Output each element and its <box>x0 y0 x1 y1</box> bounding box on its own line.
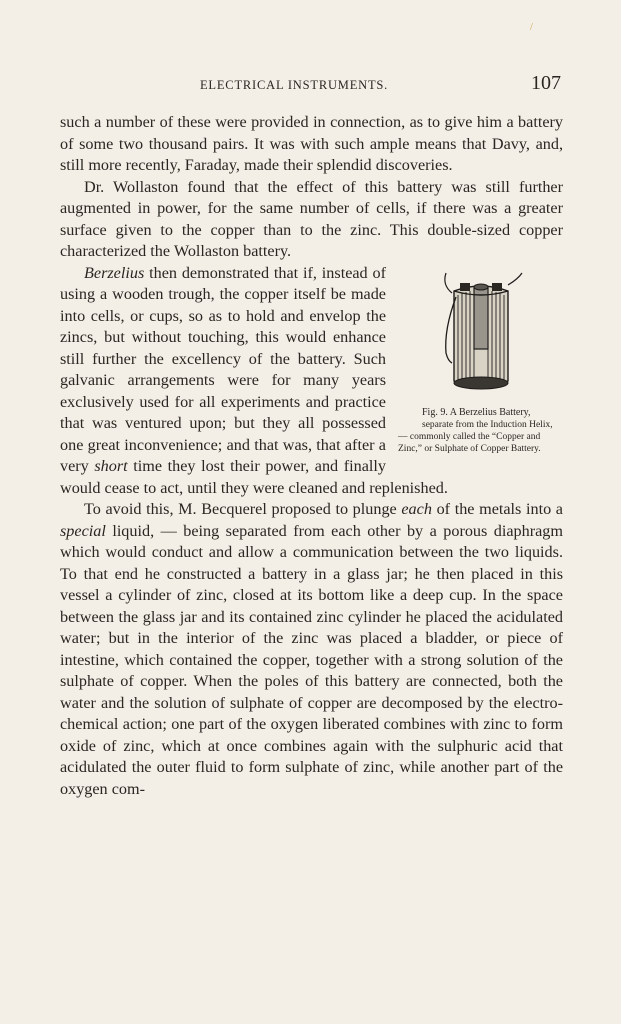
running-head: ELECTRICAL INSTRUMENTS. <box>200 78 389 92</box>
page-body <box>60 112 563 800</box>
corner-mark: / <box>530 22 533 33</box>
paragraph-wollaston: Dr. Wollaston found that the effect of this battery was still further augmented in power, for the same number of cells, if there was a greater surface given to the copper than to the zinc. This double-sized copper characterized the Wollaston battery. <box>60 177 563 260</box>
paragraph-berzelius: Berzelius then demonstrated that if, instead of using a wooden trough, the copper itself be made into cells, or cups, so as to hold and envelop the zincs, but without touching, this would enhance still further the excellency of the battery. Such galvanic arrangements were for many years exclusively used for all experiments and practice that was ventured upon; but they all possessed one great inconvenience; and that was, that after a very short time they lost their power, and finally would cease to act, until they were cleaned and replenished. <box>60 263 448 497</box>
paragraph-becquerel: To avoid this, M. Becquerel proposed to plunge each of the metals into a special liquid, — being separated from each other by a porous diaphragm which would conduct and allow a communication between the two liquids. To that end he constructed a battery in a glass jar; he then placed in this vessel a cylinder of zinc, closed at its bottom like a deep cup. In the space between the glass jar and its contained zinc cylinder he placed the acidulated water; but in the interior of the zinc was placed a bladder, or piece of intestine, which contained the copper, together with a strong solution of the sulphate of copper. When the poles of this battery are connected, both the water and the solution of sulphate of copper are decomposed by the electro-chemical action; one part of the oxygen liberated combines with zinc to form oxide of zinc, which at once combines again with the sulphuric acid that acidulated the outer fluid to form sulphate of zinc, while another part of the oxygen com- <box>60 500 563 798</box>
figure-caption-text: separate from the Induction Helix, — commonly called the “Copper and Zinc,” or Sulphate of Copper Battery. <box>398 419 553 454</box>
battery-illustration <box>436 269 526 399</box>
figure-title: A Berzelius Battery, <box>449 406 531 418</box>
page-number: 107 <box>531 72 561 94</box>
figure-berzelius-battery <box>398 269 563 455</box>
figure-caption-title <box>398 407 563 419</box>
paragraph-continuation: such a number of these were provided in connection, as to give him a battery of some two thousand pairs. It was with such ample means that Davy, and, still more recently, Faraday, made their splendid discoveries. <box>60 113 563 174</box>
figure-label: Fig. 9. <box>422 406 448 418</box>
page-header <box>60 72 561 96</box>
name-berzelius: Berzelius <box>84 263 145 282</box>
